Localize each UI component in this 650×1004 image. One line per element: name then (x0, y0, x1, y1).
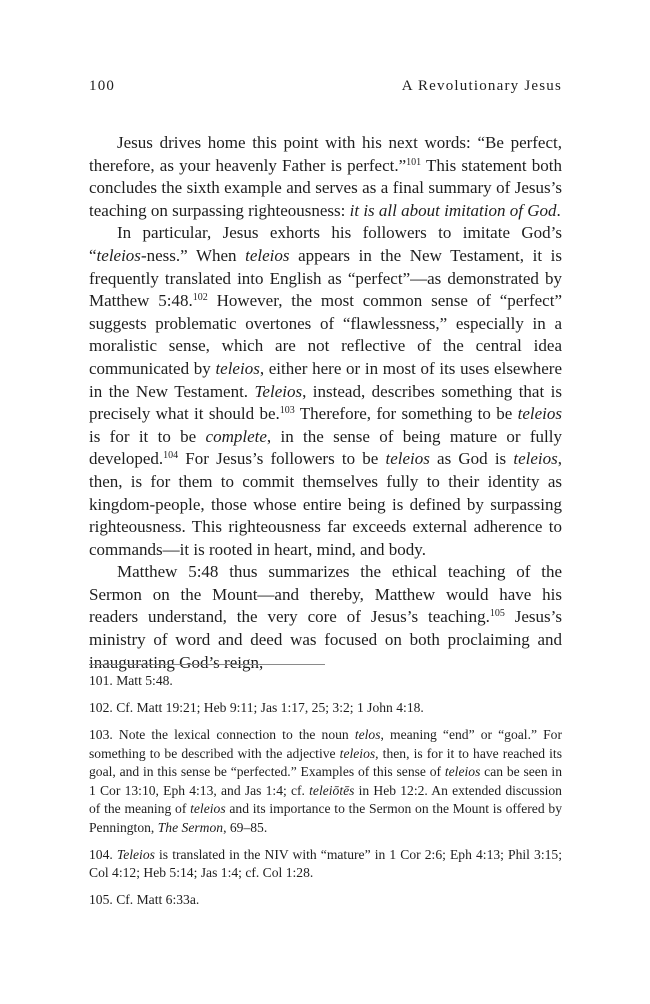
footnotes (89, 672, 562, 918)
paragraph-3: Matthew 5:48 thus summarizes the ethical teaching of the Sermon on the Mount—and thereby, Matthew would have his readers understand, the very core of Jesus’s teaching.$^{105}$ Jesus’s ministry of word and deed was focused on both proclaiming and inaugurating God’s reign, (89, 562, 562, 672)
footnote-ref-101[interactable]: 101 (406, 156, 422, 168)
main-text (89, 132, 562, 674)
footnote-ref-103[interactable]: 103 (279, 405, 295, 417)
footnote-101: 101. Matt 5:48. (89, 673, 173, 688)
footnote-104: 104. Teleios is translated in the NIV with “mature” in 1 Cor 2:6; Eph 4:13; Phil 3:15; Col 4:12; Heb 5:14; Jas 1:4; cf. Col 1:28. (89, 846, 563, 880)
paragraph-1: Jesus drives home this point with his next words: “Be perfect, therefore, as your heavenly Father is perfect.”$^{101}$ This statement both concludes the sixth example and serves as a final summary of Jesus’s teaching on surpassing righteousness: it is all about imitation of God. (89, 133, 562, 220)
footnote-102: 102. Cf. Matt 19:21; Heb 9:11; Jas 1:17, 25; 3:2; 1 John 4:18. (89, 700, 424, 715)
running-header (89, 78, 562, 100)
footnote-103: 103. Note the lexical connection to the noun telos, meaning “end” or “goal.” For something to be described with the adjective teleios, then, is for it to have reached its goal, and in this sense be “perfected.” Examples of this sense of teleios can be seen in 1 Cor 13:10, Eph 4:13, and Jas 1:4; cf. teleiōtēs in Heb 12:2. An extended discussion of the meaning of teleios and its importance to the Sermon on the Mount is offered by Pennington, The Sermon, 69–85. (89, 727, 562, 835)
footnote-ref-102[interactable]: 102 (192, 292, 208, 304)
paragraph-2: In particular, Jesus exhorts his followers to imitate God’s “teleios-ness.” When teleios appears in the New Testament, it is frequently translated into English as “perfect”—as demonstrated by Matthew 5:48.$^{102}$ However, the most common sense of “perfect” suggests problematic overtones of “flawlessness,” especially in a moralistic sense, which are not reflective of the central idea communicated by teleios, either here or in most of its uses elsewhere in the New Testament. Teleios, instead, describes something that is precisely what it should be.$^{103}$ Therefore, for something to be teleios is for it to be complete, in the sense of being mature or fully developed.$^{104}$ For Jesus’s followers to be teleios as God is teleios, then, is for them to commit themselves fully to their identity as kingdom-people, those whose entire being is defined by surpassing righteousness. This righteousness far exceeds external adherence to commands—it is rooted in heart, mind, and body. (89, 223, 563, 559)
running-title: A Revolutionary Jesus (401, 78, 562, 94)
footnote-ref-104[interactable]: 104 (163, 450, 179, 462)
footnote-divider (89, 664, 325, 665)
page-number: 100 (89, 78, 116, 94)
emphasis-text: it is all about imitation of God (349, 200, 557, 220)
footnote-105: 105. Cf. Matt 6:33a. (89, 892, 200, 907)
footnote-ref-105[interactable]: 105 (489, 608, 505, 620)
